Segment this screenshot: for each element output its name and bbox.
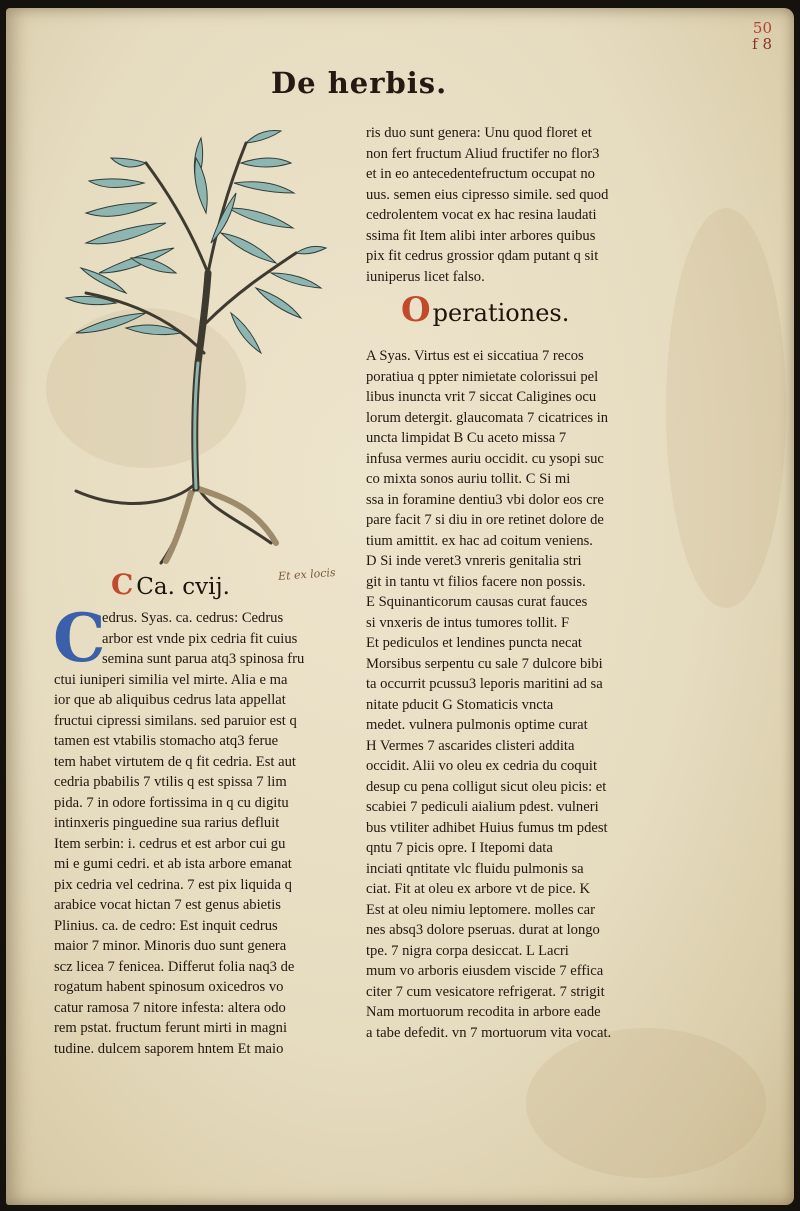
text-line: nes absq3 dolore pseruas. durat at longo <box>366 922 600 938</box>
text-line: ssa in foramine dentiu3 vbi dolor eos cre <box>366 491 604 508</box>
text-line: cedrolentem vocat ex hac resina laudati <box>366 207 597 223</box>
text-line: Item serbin: i. cedrus et est arbor cui gu <box>54 835 286 852</box>
rubricated-mark: O <box>401 290 431 330</box>
text-line: bus vtiliter adhibet Huius fumus tm pdest <box>366 819 608 836</box>
text-line: intinxeris pinguedine sua rarius defluit <box>54 815 280 831</box>
rubricated-mark: C <box>111 568 134 601</box>
text-line: qntu 7 picis opre. I Itepomi data <box>366 840 553 856</box>
text-line: Morsibus serpentu cu sale 7 dulcore bibi <box>366 655 603 672</box>
marginal-annotation: Et ex locis <box>277 566 337 583</box>
text-line: si vnxeris de intus tumores tollit. F <box>366 614 570 631</box>
text-line: lorum detergit. glaucomata 7 cicatrices in <box>366 409 609 426</box>
text-line: Nam mortuorum recodita in arbore eade <box>366 1004 601 1020</box>
text-line: Est at oleu nimiu leptomere. molles car <box>366 901 595 918</box>
text-line: pix cedria vel cedrina. 7 est pix liquida q <box>54 876 292 893</box>
text-line: ssima fit Item alibi inter arbores quibus <box>366 227 596 244</box>
folio-number-bottom: f 8 <box>752 35 772 53</box>
folio-number <box>752 20 772 52</box>
text-line: D Si inde veret3 vnreris genitalia stri <box>366 553 582 569</box>
cedar-tree-illustration <box>56 123 336 583</box>
text-line: git in tantu vt filios facere non possis. <box>366 573 586 590</box>
paper-stain <box>526 1028 766 1178</box>
text-line: tpe. 7 nigra corpa desiccat. L Lacri <box>366 942 569 959</box>
text-line: maior 7 minor. Minoris duo sunt genera <box>54 938 287 954</box>
text-line: inciati qntitate vlc fluidu pulmonis sa <box>366 860 584 877</box>
text-line: E Squinanticorum causas curat fauces <box>366 594 588 610</box>
text-line: medet. vulnera pulmonis optime curat <box>366 717 588 733</box>
paper-stain <box>666 208 786 608</box>
text-line: pix fit cedrus grossior qdam putant q sit <box>366 248 599 264</box>
text-line: libus inuncta vrit 7 siccat Caligines ocu <box>366 389 597 405</box>
chapter-heading <box>111 568 230 601</box>
text-line: H Vermes 7 ascarides clisteri addita <box>366 737 575 754</box>
text-line: tamen est vtabilis stomacho atq3 ferue <box>54 733 279 749</box>
left-column <box>53 599 344 1059</box>
text-line: ior que ab aliquibus cedrus lata appellat <box>54 692 286 708</box>
text-line: poratiua q ppter nimietate colorissui pel <box>366 368 599 385</box>
manuscript-page <box>6 8 794 1205</box>
text-line: A Syas. Virtus est ei siccatiua 7 recos <box>366 348 584 364</box>
text-line: fructui cipressi similans. sed paruior est q <box>54 712 297 729</box>
running-head: De herbis. <box>271 66 448 100</box>
text-line: arabice vocat hictan 7 est genus abietis <box>54 897 281 913</box>
text-line: cedria pbabilis 7 vtilis q est spissa 7 lim <box>54 774 287 790</box>
text-line: nitate pducit G Stomaticis vncta <box>366 696 554 713</box>
text-line: pida. 7 in odore fortissima in q cu digitu <box>54 794 289 811</box>
text-line: rem pstat. fructum ferunt mirti in magni <box>54 1020 288 1036</box>
text-line: co mixta sonos auriu tollit. C Si mi <box>366 471 571 487</box>
right-column <box>366 346 671 1043</box>
decorated-initial: C <box>53 599 106 677</box>
text-line: edrus. Syas. ca. cedrus: Cedrus <box>102 610 284 626</box>
text-line: citer 7 cum vesicatore refrigerat. 7 strigit <box>366 983 605 1000</box>
text-line: arbor est vnde pix cedria fit cuius <box>102 630 298 647</box>
text-line: a tabe defedit. vn 7 mortuorum vita vocat. <box>366 1024 612 1041</box>
text-line: uus. semen eius cipresso simile. sed quod <box>366 186 609 203</box>
text-line: non fert fructum Aliud fructifer no flor3 <box>366 145 600 162</box>
text-line: et in eo antecedentefructum occupat no <box>366 166 595 182</box>
chapter-heading-text: Ca. cvij. <box>136 574 230 600</box>
text-line: ris duo sunt genera: Unu quod floret et <box>366 125 592 141</box>
text-line: ctui iuniperi similia vel mirte. Alia e ma <box>54 671 288 688</box>
text-line: ciat. Fit at oleu ex arbore vt de pice. K <box>366 881 591 897</box>
text-line: scabiei 7 pediculi aialium pdest. vulneri <box>366 799 599 815</box>
section-heading-text: perationes. <box>432 299 570 327</box>
text-line: Plinius. ca. de cedro: Est inquit cedrus <box>54 917 278 934</box>
text-line: infusa vermes auriu occidit. cu ysopi suc <box>366 450 604 467</box>
text-line: pare facit 7 si diu in ore retinet dolore de <box>366 512 604 528</box>
text-line: tium amittit. ex hac ad coitum veniens. <box>366 532 593 549</box>
text-line: tudine. dulcem saporem hntem Et maio <box>54 1040 284 1057</box>
right-column-top <box>366 123 666 287</box>
text-line: semina sunt parua atq3 spinosa fru <box>102 651 305 667</box>
text-line: desup cu pena colligut sicut oleu picis: et <box>366 778 607 795</box>
text-line: iuniperus licet falso. <box>366 268 485 285</box>
text-line: occidit. Alii vo oleu ex cedria du coquit <box>366 758 598 774</box>
text-line: Et pediculos et lendines puncta necat <box>366 635 582 651</box>
text-line: tem habet virtutem de q fit cedria. Est aut <box>54 753 296 770</box>
text-line: rogatum habent spinosum oxicedros vo <box>54 979 284 995</box>
text-line: scz licea 7 fenicea. Differut folia naq3 de <box>54 958 295 975</box>
section-heading <box>401 290 569 330</box>
text-line: mi e gumi cedri. et ab ista arbore emanat <box>54 856 292 872</box>
text-line: ta occurrit pcussu3 leporis maritini ad sa <box>366 676 603 692</box>
text-line: catur ramosa 7 nitore infesta: altera odo <box>54 999 286 1016</box>
text-line: uncta limpidat B Cu aceto missa 7 <box>366 430 567 446</box>
text-line: mum vo arboris eiusdem viscide 7 effica <box>366 963 604 979</box>
folio-number-top: 50 <box>752 19 772 37</box>
